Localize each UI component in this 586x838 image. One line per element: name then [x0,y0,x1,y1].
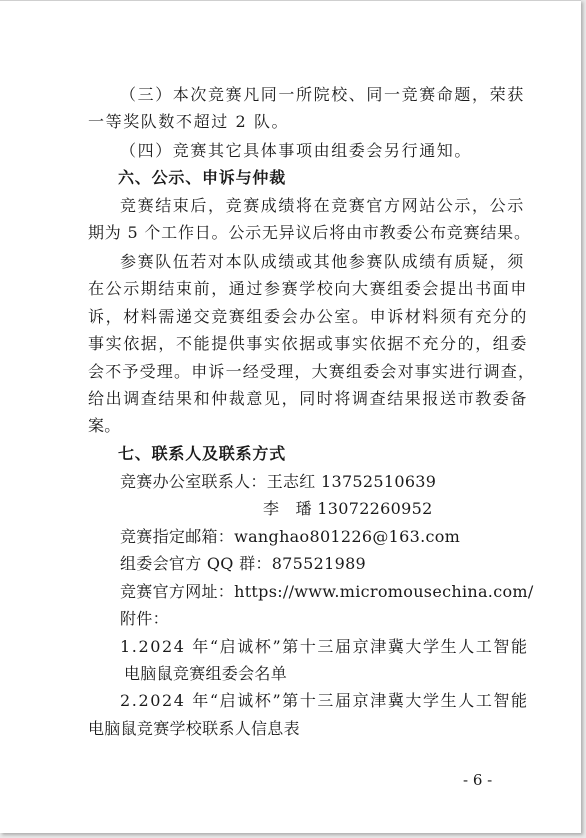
paragraph-3-line-1: （三）本次竞赛凡同一所院校、同一竞赛命题，荣获 [120,85,525,104]
publicity-line-1: 竞赛结束后，竞赛成绩将在竞赛官方网站公示，公示 [120,196,525,215]
paragraph-4: （四）竞赛其它具体事项由组委会另行通知。 [120,141,473,160]
contact-email: 竞赛指定邮箱：wanghao801226@163.com [120,527,461,546]
appeal-line-4: 事实依据，不能提供事实依据或事实依据不充分的，组委 [88,334,529,353]
contact-person-1: 竞赛办公室联系人：王志红 13752510639 [120,472,437,491]
appeal-line-6: 给出调查结果和仲裁意见，同时将调查结果报送市教委备 [88,389,529,408]
contact-person-2: 李 璠 13072260952 [263,499,433,518]
appeal-line-3: 诉，材料需递交竞赛组委会办公室。申诉材料须有充分的 [88,307,529,326]
appeal-line-7: 案。 [88,416,121,435]
page-top-border [0,0,581,1]
attachments-label: 附件： [120,609,169,628]
section-6-heading: 六、公示、申诉与仲裁 [118,168,287,187]
attachment-2-line-2: 电脑鼠竞赛学校联系人信息表 [88,719,300,738]
appeal-line-5: 会不予受理。申诉一经受理，大赛组委会对事实进行调查， [88,362,536,381]
publicity-line-2: 期为 5 个工作日。公示无异议后将由市教委公布竞赛结果。 [88,223,531,242]
attachment-2-line-1: 2.2024 年“启诚杯”第十三届京津冀大学生人工智能 [120,691,529,710]
attachment-1-line-1: 1.2024 年“启诚杯”第十三届京津冀大学生人工智能 [120,637,529,656]
page-number: - 6 - [463,771,493,789]
section-7-heading: 七、联系人及联系方式 [118,444,287,463]
contact-website: 竞赛官方网址：https://www.micromousechina.com/ [120,582,534,601]
paragraph-3-line-2: 一等奖队数不超过 2 队。 [88,112,290,131]
appeal-line-2: 在公示期结束前，通过参赛学校向大赛组委会提出书面申 [88,279,529,298]
contact-qq-group: 组委会官方 QQ 群：875521989 [120,554,367,573]
appeal-line-1: 参赛队伍若对本队成绩或其他参赛队成绩有质疑，须 [120,252,525,271]
attachment-1-line-2: 电脑鼠竞赛组委会名单 [124,664,288,683]
